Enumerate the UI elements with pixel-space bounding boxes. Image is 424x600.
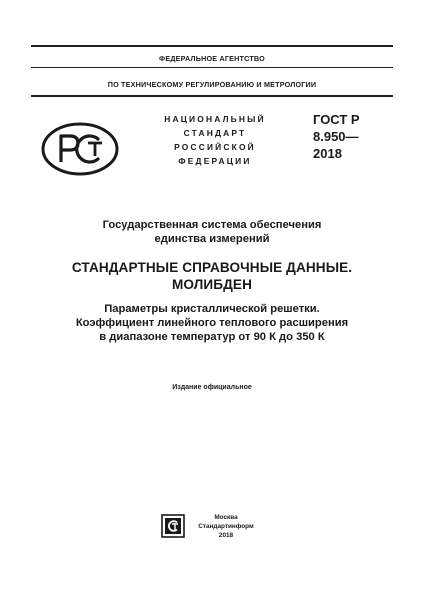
- system-title-line: единства измерений: [154, 233, 270, 245]
- parameters-line: в диапазоне температур от 90 К до 350 К: [99, 331, 325, 343]
- system-title: [31, 218, 393, 246]
- parameters-line: Параметры кристаллической решетки.: [104, 303, 320, 315]
- main-title-line: МОЛИБДЕН: [171, 277, 252, 292]
- header-top-rule: [31, 45, 393, 47]
- official-edition-label: Издание официальное: [172, 384, 252, 391]
- publisher-info: [196, 514, 256, 540]
- header-bottom-rule: [31, 95, 393, 97]
- gost-line: 8.950—: [313, 129, 359, 144]
- parameters-subtitle: [31, 302, 393, 344]
- publisher-name: Стандартинформ: [198, 522, 254, 530]
- gost-line: 2018: [313, 146, 342, 161]
- national-line: РОССИЙСКОЙ: [174, 142, 256, 152]
- main-title-line: СТАНДАРТНЫЕ СПРАВОЧНЫЕ ДАННЫЕ.: [71, 260, 353, 275]
- parameters-line: Коэффициент линейного теплового расширения: [75, 317, 349, 329]
- publisher-year: 2018: [218, 531, 234, 539]
- agency-name-line-1: ФЕДЕРАЛЬНОЕ АГЕНТСТВО: [159, 54, 265, 63]
- gost-designation: [313, 111, 393, 162]
- gost-line: ГОСТ Р: [313, 112, 360, 127]
- national-line: ФЕДЕРАЦИИ: [178, 156, 252, 166]
- national-line: СТАНДАРТ: [183, 128, 247, 138]
- main-title: [31, 259, 393, 293]
- rst-certification-mark-icon: [40, 121, 120, 177]
- publisher-city: Москва: [214, 514, 238, 521]
- system-title-line: Государственная система обеспечения: [102, 219, 322, 231]
- standartinform-logo-icon: [161, 514, 185, 538]
- national-standard-label: [150, 112, 280, 168]
- national-line: НАЦИОНАЛЬНЫЙ: [164, 114, 266, 124]
- header-middle-rule: [31, 67, 393, 68]
- agency-name-line-2: ПО ТЕХНИЧЕСКОМУ РЕГУЛИРОВАНИЮ И МЕТРОЛОГИИ: [107, 80, 317, 89]
